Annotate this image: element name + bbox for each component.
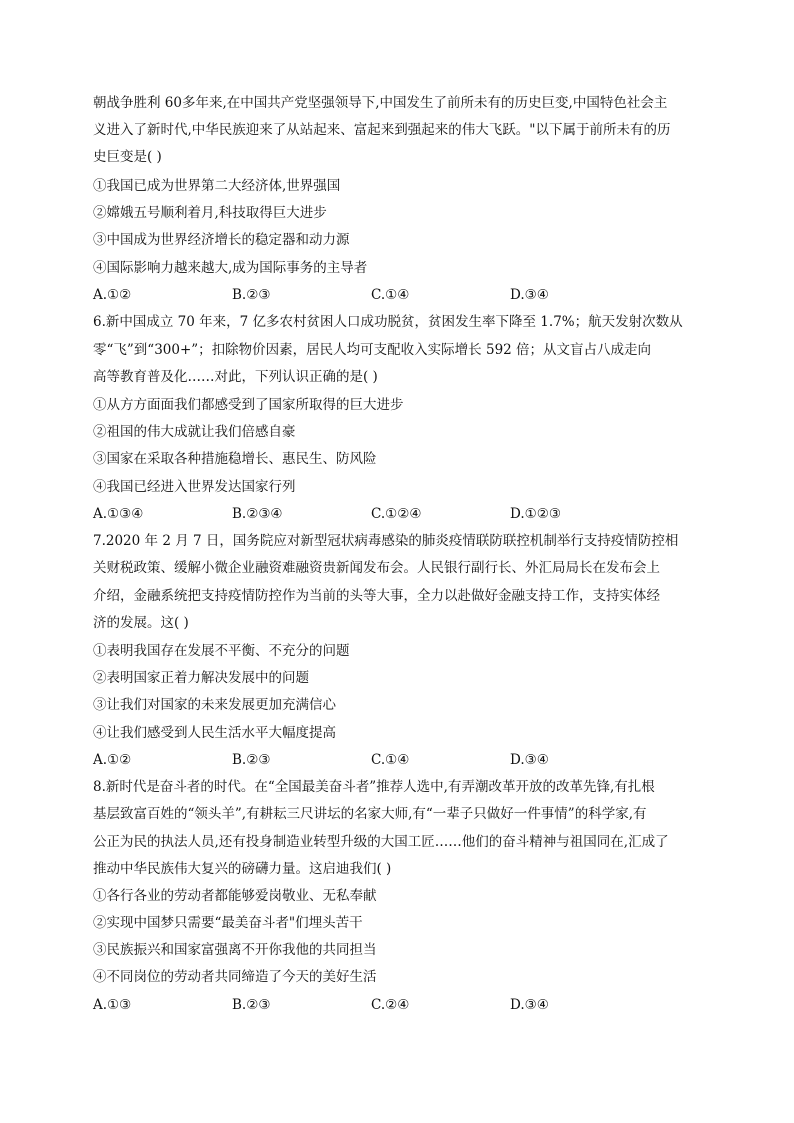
q5-stem-line-3: 史巨变是( ) — [93, 149, 162, 165]
q8-stem-line-2: 基层致富百姓的“领头羊”,有耕耘三尺讲坛的名家大师,有“一辈子只做好一件事情”的科学家,有 — [93, 806, 647, 822]
q7-statement-3: ③让我们对国家的未来发展更加充满信心 — [93, 697, 336, 713]
q6-statement-1: ①从方方面面我们都感受到了国家所取得的巨大进步 — [93, 397, 404, 413]
q7-option-a[interactable]: A.①② — [93, 752, 132, 768]
q6-option-d[interactable]: D.①②③ — [510, 506, 561, 522]
q5-option-d[interactable]: D.③④ — [510, 287, 549, 303]
q8-stem-line-3: 公正为民的执法人员,还有投身制造业转型升级的大国工匠……他们的奋斗精神与祖国同在,汇成了 — [93, 834, 669, 850]
q8-statement-3: ③民族振兴和国家富强离不开你我他的共同担当 — [93, 942, 377, 958]
q5-option-a[interactable]: A.①② — [93, 287, 132, 303]
q7-option-c[interactable]: C.①④ — [371, 752, 410, 768]
q8-stem-line-1: 8.新时代是奋斗者的时代。在“全国最美奋斗者”推荐人选中,有弄潮改革开放的改革先锋,有扎根 — [93, 779, 655, 795]
q7-options — [93, 751, 613, 769]
q6-option-c[interactable]: C.①②④ — [371, 506, 422, 522]
q8-option-a[interactable]: A.①③ — [93, 997, 132, 1013]
q8-statement-2: ②实现中国梦只需要“最美奋斗者"们埋头苦干 — [93, 915, 363, 931]
q7-stem-line-3: 介绍，金融系统把支持疫情防控作为当前的头等大事，全力以赴做好金融支持工作，支持实体经 — [93, 588, 660, 604]
q7-statement-4: ④让我们感受到人民生活水平大幅度提高 — [93, 725, 336, 741]
q5-statement-1: ①我国已成为世界第二大经济体,世界强国 — [93, 178, 341, 194]
q6-option-a[interactable]: A.①③④ — [93, 506, 144, 522]
q8-statement-4: ④不同岗位的劳动者共同缔造了今天的美好生活 — [93, 969, 377, 985]
q8-option-c[interactable]: C.②④ — [371, 997, 410, 1013]
q6-options — [93, 505, 613, 523]
q6-statement-2: ②祖国的伟大成就让我们倍感自豪 — [93, 424, 296, 440]
q8-option-d[interactable]: D.③④ — [510, 997, 549, 1013]
q7-option-d[interactable]: D.③④ — [510, 752, 549, 768]
q5-statement-4: ④国际影响力越来越大,成为国际事务的主导者 — [93, 260, 368, 276]
q6-stem-line-3: 高等教育普及化……对此，下列认识正确的是( ) — [93, 369, 378, 385]
q7-stem-line-4: 济的发展。这( ) — [93, 615, 189, 631]
q7-option-b[interactable]: B.②③ — [232, 752, 271, 768]
q5-options — [93, 286, 613, 304]
q5-option-c[interactable]: C.①④ — [371, 287, 410, 303]
q6-statement-3: ③国家在采取各种措施稳增长、惠民生、防风险 — [93, 451, 377, 467]
q7-statement-2: ②表明国家正着力解决发展中的问题 — [93, 670, 309, 686]
q8-statement-1: ①各行各业的劳动者都能够爱岗敬业、无私奉献 — [93, 888, 377, 904]
q6-statement-4: ④我国已经进入世界发达国家行列 — [93, 479, 296, 495]
q7-stem-line-1: 7.2020 年 2 月 7 日，国务院应对新型冠状病毒感染的肺炎疫情联防联控机制举行支持疫情防控相 — [93, 533, 679, 549]
q6-option-b[interactable]: B.②③④ — [232, 506, 283, 522]
q5-option-b[interactable]: B.②③ — [232, 287, 271, 303]
q6-stem-line-1: 6.新中国成立 70 年来，7 亿多农村贫困人口成功脱贫，贫困发生率下降至 1.7%；航天发射次数从 — [93, 314, 683, 330]
q5-stem-line-1: 朝战争胜利 60多年来,在中国共产党坚强领导下,中国发生了前所未有的历史巨变,中国特色社会主 — [93, 95, 668, 111]
q8-options — [93, 996, 613, 1014]
q5-statement-3: ③中国成为世界经济增长的稳定器和动力源 — [93, 232, 350, 248]
q5-statement-2: ②嫦娥五号顺利着月,科技取得巨大进步 — [93, 205, 327, 221]
q8-stem-line-4: 推动中华民族伟大复兴的磅礴力量。这启迪我们( ) — [93, 861, 392, 877]
q7-stem-line-2: 关财税政策、缓解小微企业融资难融资贵新闻发布会。人民银行副行长、外汇局局长在发布会上 — [93, 560, 660, 576]
q7-statement-1: ①表明我国存在发展不平衡、不充分的问题 — [93, 643, 350, 659]
q6-stem-line-2: 零“飞”到“300+”；扣除物价因素，居民人均可支配收入实际增长 592 倍；从文盲占八成走向 — [93, 342, 652, 358]
q8-option-b[interactable]: B.②③ — [232, 997, 271, 1013]
q5-stem-line-2: 义进入了新时代,中华民族迎来了从站起来、富起来到强起来的伟大飞跃。"以下属于前所未有的历 — [93, 122, 671, 138]
